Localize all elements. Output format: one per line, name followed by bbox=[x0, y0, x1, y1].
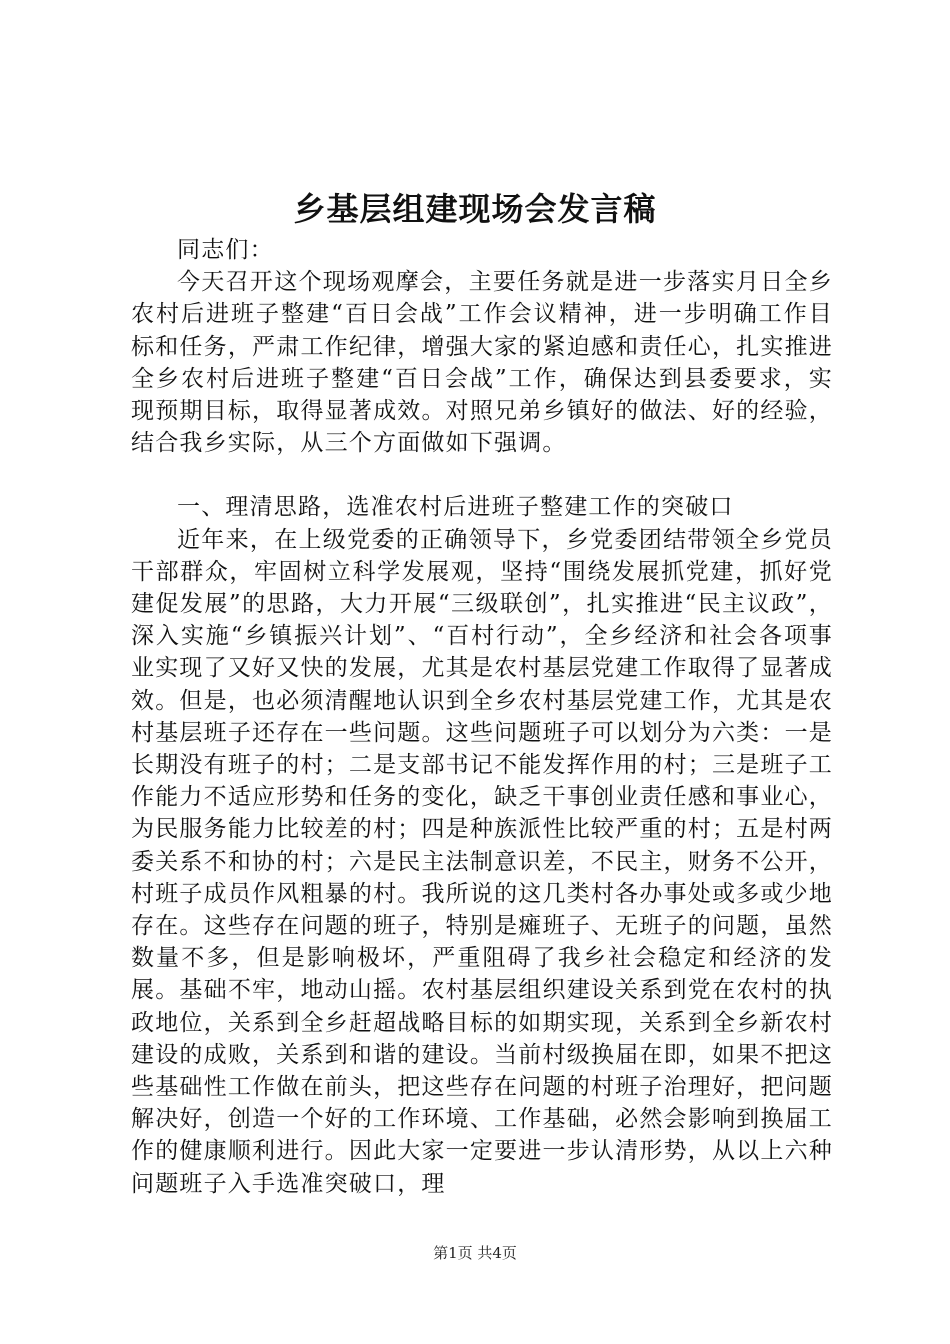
salutation: 同志们： bbox=[177, 237, 274, 263]
document-body bbox=[131, 234, 833, 1200]
section-heading: 一、理清思路，选准农村后进班子整建工作的突破口 bbox=[177, 494, 734, 521]
document-title: 乡基层组建现场会发言稿 bbox=[293, 190, 657, 228]
section-paragraph: 近年来，在上级党委的正确领导下，乡党委团结带领全乡党员干部群众，牢固树立科学发展观，坚持“围绕发展抓党建，抓好党建促发展”的思路，大力开展“三级联创”，扎实推进“民主议政”，深入实施“乡镇振兴计划”、“百村行动”，全乡经济和社会各项事业实现了又好又快的发展，尤其是农村基层党建工作取得了显著成效。但是，也必须清醒地认识到全乡农村基层党建工作，尤其是农村基层班子还存在一些问题。这些问题班子可以划分为六类：一是长期没有班子的村；二是支部书记不能发挥作用的村；三是班子工作能力不适应形势和任务的变化，缺乏干事创业责任感和事业心，为民服务能力比较差的村；四是种族派性比较严重的村；五是村两委关系不和协的村；六是民主法制意识差，不民主，财务不公开，村班子成员作风粗暴的村。我所说的这几类村各办事处或多或少地存在。这些存在问题的班子，特别是瘫班子、无班子的问题，虽然数量不多，但是影响极坏，严重阻碍了我乡社会稳定和经济的发展。基础不牢，地动山摇。农村基层组织建设关系到党在农村的执政地位，关系到全乡赶超战略目标的如期实现，关系到全乡新农村建设的成败，关系到和谐的建设。当前村级换届在即，如果不把这些基础性工作做在前头，把这些存在问题的村班子治理好，把问题解决好，创造一个好的工作环境、工作基础，必然会影响到换届工作的健康顺利进行。因此大家一定要进一步认清形势，从以上六种问题班子入手选准突破口，理 bbox=[131, 526, 833, 1197]
intro-paragraph: 今天召开这个现场观摩会，主要任务就是进一步落实月日全乡农村后进班子整建“百日会战”工作会议精神，进一步明确工作目标和任务，严肃工作纪律，增强大家的紧迫感和责任心，扎实推进全乡农村后进班子整建“百日会战”工作，确保达到县委要求，实现预期目标，取得显著成效。对照兄弟乡镇好的做法、好的经验，结合我乡实际，从三个方面做如下强调。 bbox=[131, 269, 833, 457]
page-footer: 第1页 共4页 bbox=[433, 1244, 517, 1262]
